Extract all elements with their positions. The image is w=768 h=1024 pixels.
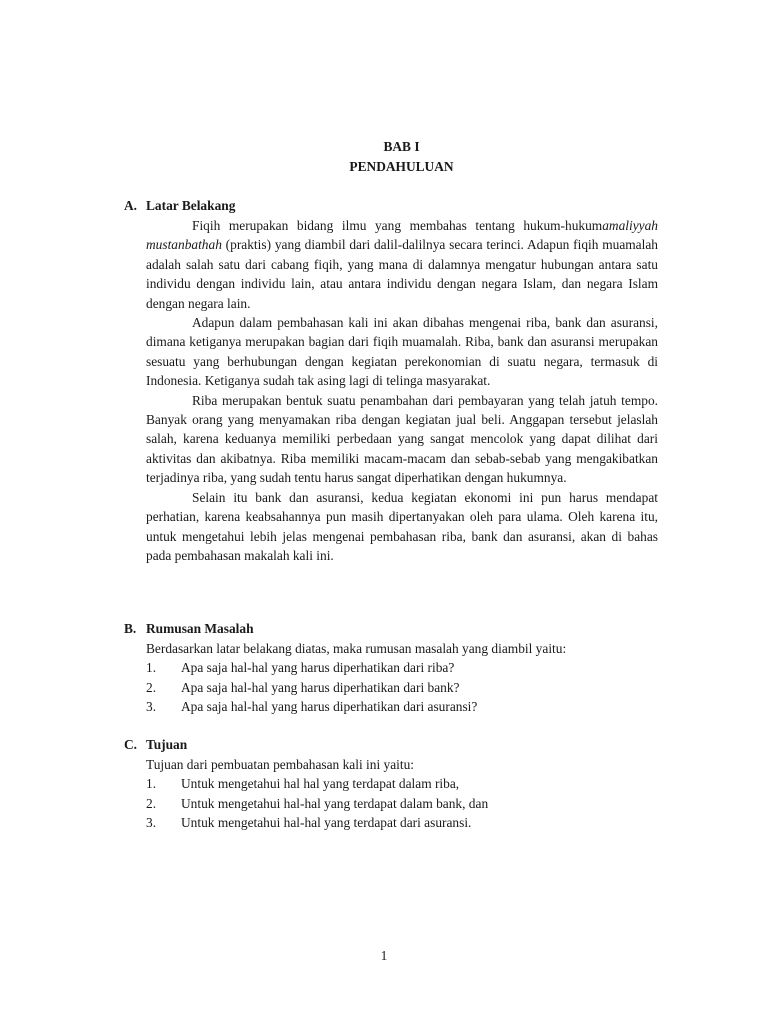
list-text: Untuk mengetahui hal-hal yang terdapat dalam bank, dan — [181, 795, 489, 811]
section-heading — [124, 196, 658, 216]
list-item — [146, 774, 658, 793]
paragraph-1-rest: (praktis) yang diambil dari dalil-dalilnya secara terinci. Adapun fiqih muamalah adalah salah satu dari cabang fiqih, yang mana di dalamnya mengatur hubungan antara satu individu dengan individu lain, atau antara individu dengan negara Islam, dan negara Islam dengan negara lain. — [146, 237, 658, 311]
chapter-title-block — [0, 137, 768, 177]
paragraph-4: Selain itu bank dan asuransi, kedua kegiatan ekonomi ini pun harus mendapat perhatian, karena keabsahannya pun masih dipertanyakan oleh para ulama. Oleh karena itu, untuk mengetahui lebih jelas mengenai pembahasan riba, bank dan asuransi, akan di bahas pada pembahasan makalah kali ini. — [146, 489, 658, 563]
list-item — [146, 658, 658, 677]
list-text: Untuk mengetahui hal-hal yang terdapat dari asuransi. — [181, 815, 472, 831]
section-letter: B. — [124, 621, 137, 636]
section-body — [146, 639, 658, 717]
list-text: Apa saja hal-hal yang harus diperhatikan dari riba? — [181, 660, 455, 676]
list-text: Apa saja hal-hal yang harus diperhatikan dari bank? — [181, 679, 460, 695]
list-number: 1. — [146, 776, 157, 792]
numbered-list — [146, 774, 658, 832]
section-body — [146, 755, 658, 833]
section-intro: Berdasarkan latar belakang diatas, maka rumusan masalah yang diambil yaitu: — [146, 641, 567, 656]
section-letter: A. — [124, 198, 138, 213]
chapter-title: PENDAHULUAN — [349, 159, 454, 174]
page-number: 1 — [380, 948, 388, 963]
numbered-list — [146, 658, 658, 716]
section-rumusan-masalah — [124, 619, 658, 717]
paragraph-1-start: Fiqih merupakan bidang ilmu yang membahas tentang hukum-hukum — [192, 218, 603, 233]
list-number: 3. — [146, 699, 157, 715]
section-latar-belakang — [124, 196, 658, 565]
paragraph-2: Adapun dalam pembahasan kali ini akan dibahas mengenai riba, bank dan asuransi, dimana ketiganya merupakan bagian dari fiqih muamalah. Riba, bank dan asuransi merupakan sesuatu yang berhubungan dengan kegiatan perekonomian di suatu negara, termasuk di Indonesia. Ketiganya sudah tak asing lagi di telinga masyarakat. — [146, 315, 658, 389]
section-intro: Tujuan dari pembuatan pembahasan kali ini yaitu: — [146, 757, 415, 772]
list-text: Apa saja hal-hal yang harus diperhatikan dari asuransi? — [181, 699, 478, 715]
section-title: Latar Belakang — [146, 198, 236, 213]
chapter-label: BAB I — [383, 139, 420, 154]
paragraph-1 — [146, 216, 658, 313]
list-item — [146, 697, 658, 716]
list-item — [146, 794, 658, 813]
section-letter: C. — [124, 737, 138, 752]
section-heading — [124, 619, 658, 639]
italic-term: amaliyyah mustanbathah — [146, 218, 658, 253]
list-item — [146, 678, 658, 697]
section-tujuan — [124, 735, 658, 833]
section-title: Rumusan Masalah — [146, 621, 254, 636]
section-title: Tujuan — [146, 737, 188, 752]
list-text: Untuk mengetahui hal hal yang terdapat dalam riba, — [181, 776, 460, 792]
section-body — [146, 216, 658, 565]
list-number: 1. — [146, 660, 157, 676]
list-item — [146, 813, 658, 832]
paragraph-3: Riba merupakan bentuk suatu penambahan dari pembayaran yang telah jatuh tempo. Banyak orang yang menyamakan riba dengan kegiatan jual beli. Anggapan tersebut jelaslah salah, karena keduanya memiliki perbedaan yang sangat mencolok yang dapat dilihat dari aktivitas dan akibatnya. Riba memiliki macam-macam dan sebab-sebab yang mengakibatkan terjadinya riba, yang sudah tentu harus sangat diperhatikan dengan hukumnya. — [146, 392, 658, 486]
section-heading — [124, 735, 658, 755]
list-number: 2. — [146, 679, 157, 695]
list-number: 2. — [146, 795, 157, 811]
list-number: 3. — [146, 815, 157, 831]
